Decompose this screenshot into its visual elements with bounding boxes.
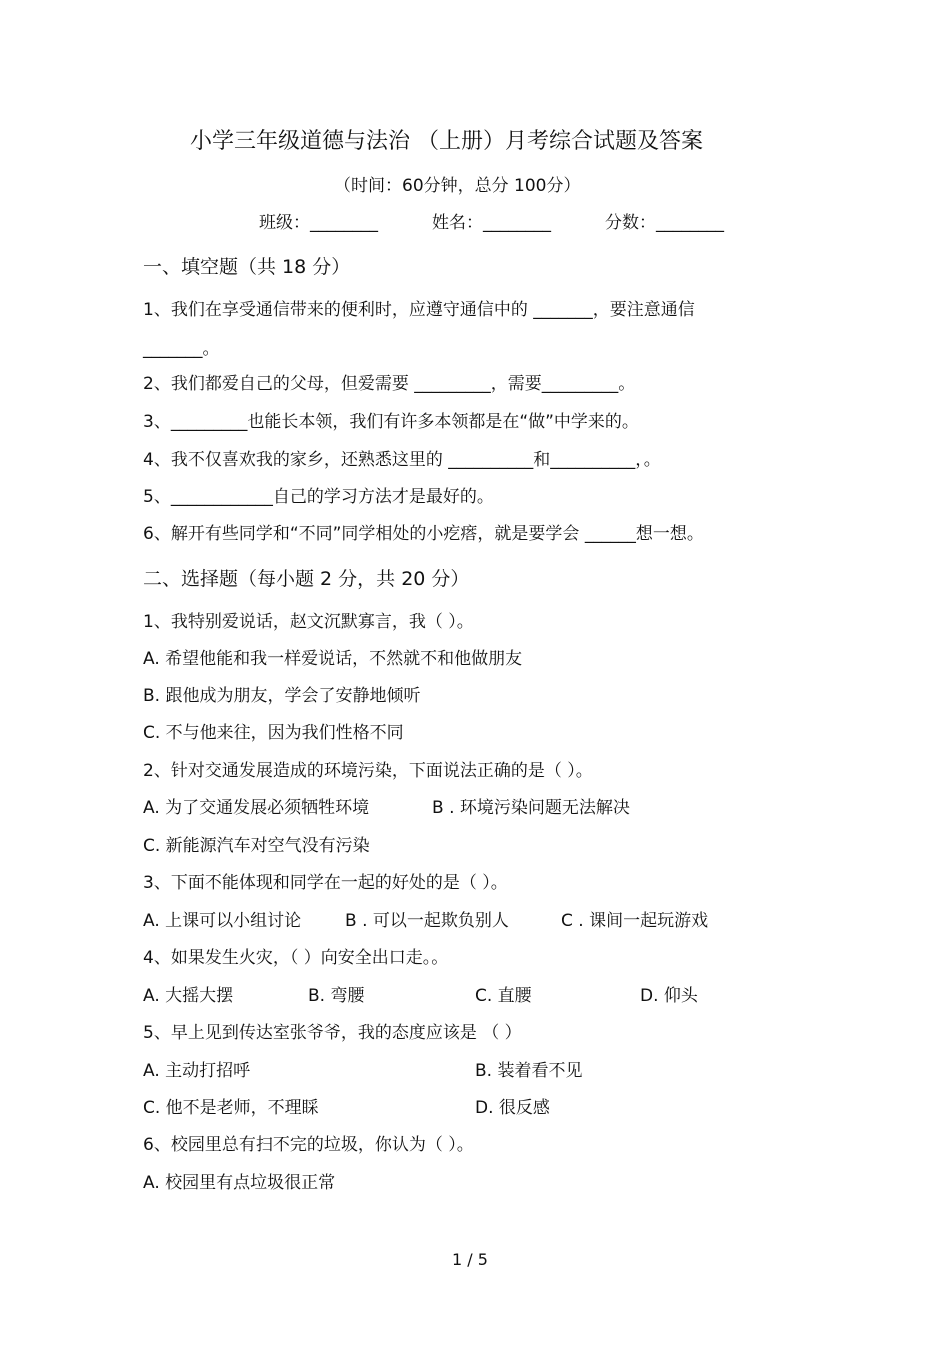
answer-option: A. 主动打招呼 — [143, 1061, 251, 1081]
answer-option: B. 弯腰 — [308, 986, 365, 1006]
question-text: 2、针对交通发展造成的环境污染，下面说法正确的是（ ）。 — [143, 761, 593, 781]
page-title: 小学三年级道德与法治 （上册）月考综合试题及答案 — [190, 129, 703, 154]
answer-option: C. 不与他来往，因为我们性格不同 — [143, 723, 404, 743]
answer-option: B . 环境污染问题无法解决 — [432, 798, 630, 818]
answer-option: A. 上课可以小组讨论 — [143, 911, 302, 931]
question-text: 6、解开有些同学和“不同”同学相处的小疙瘩，就是要学会 ______想一想。 — [143, 524, 704, 544]
question-text: 1、我们在享受通信带来的便利时，应遵守通信中的 _______，要注意通信 — [143, 300, 695, 320]
answer-option: A. 大摇大摆 — [143, 986, 234, 1006]
question-text: 2、我们都爱自己的父母，但爱需要 _________，需要_________。 — [143, 374, 636, 394]
answer-option: C. 直腰 — [475, 986, 532, 1006]
question-text: 4、我不仅喜欢我的家乡，还熟悉这里的 __________和__________，。 — [143, 450, 661, 470]
answer-option: A. 希望他能和我一样爱说话，不然就不和他做朋友 — [143, 649, 523, 669]
question-text: _______。 — [143, 339, 220, 359]
question-text: 6、校园里总有扫不完的垃圾，你认为（ ）。 — [143, 1135, 474, 1155]
score-field: 分数：________ — [605, 213, 724, 233]
answer-option: B . 可以一起欺负别人 — [345, 911, 509, 931]
answer-option: D. 仰头 — [640, 986, 698, 1006]
exam-meta: （时间：60分钟，总分 100分） — [334, 176, 581, 196]
answer-option: C. 新能源汽车对空气没有污染 — [143, 836, 370, 856]
answer-option: C . 课间一起玩游戏 — [561, 911, 709, 931]
question-text: 1、我特别爱说话，赵文沉默寡言，我（ ）。 — [143, 612, 474, 632]
answer-option: D. 很反感 — [475, 1098, 550, 1118]
section-heading-multiple-choice: 二、选择题（每小题 2 分，共 20 分） — [143, 568, 470, 590]
answer-option: A. 校园里有点垃圾很正常 — [143, 1173, 336, 1193]
class-field: 班级：________ — [259, 213, 378, 233]
page-number: 1 / 5 — [452, 1250, 488, 1269]
question-text: 4、如果发生火灾，（ ）向安全出口走。。 — [143, 948, 449, 968]
question-text: 5、早上见到传达室张爷爷，我的态度应该是 （ ） — [143, 1023, 522, 1043]
question-text: 5、____________自己的学习方法才是最好的。 — [143, 487, 494, 507]
name-field: 姓名：________ — [432, 213, 551, 233]
answer-option: A. 为了交通发展必须牺牲环境 — [143, 798, 370, 818]
section-heading-fill-blank: 一、填空题（共 18 分） — [143, 256, 351, 278]
question-text: 3、_________也能长本领，我们有许多本领都是在“做”中学来的。 — [143, 412, 639, 432]
question-text: 3、下面不能体现和同学在一起的好处的是（ ）。 — [143, 873, 508, 893]
answer-option: C. 他不是老师，不理睬 — [143, 1098, 319, 1118]
answer-option: B. 跟他成为朋友，学会了安静地倾听 — [143, 686, 421, 706]
answer-option: B. 装着看不见 — [475, 1061, 583, 1081]
